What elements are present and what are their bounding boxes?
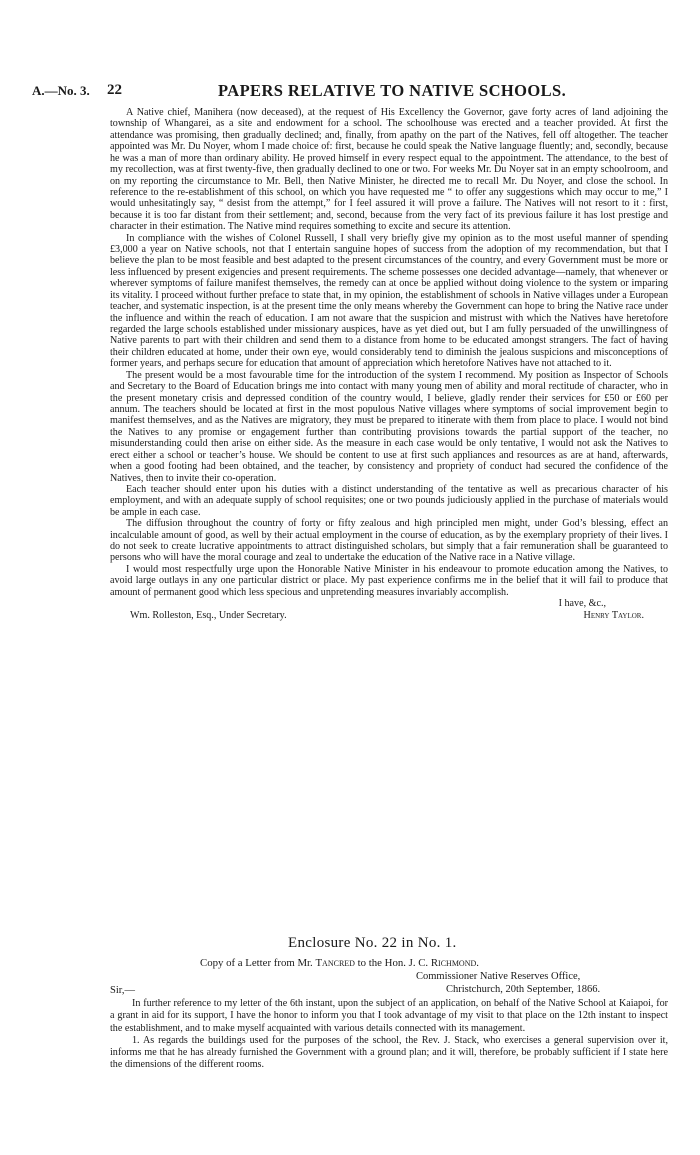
from-name: Tancred <box>315 957 355 969</box>
signature-block <box>110 598 668 622</box>
letter-paragraph: Each teacher should enter upon his duties with a distinct understanding of the tentative as well as precarious character of his employment, and with an adequate supply of school requisites; one or two pounds judiciously applied in the purchase of materials would be ample in each case. <box>110 483 668 518</box>
to-name: Richmond. <box>430 957 479 969</box>
letter-paragraph: In compliance with the wishes of Colonel Russell, I shall very briefly give my opinion as to the most useful manner of spending £3,000 a year on Native schools, not that I entertain sanguine hopes of success from the adoption of my recommendation, but that I believe the plan to be most feasible and best adapted to the present circumstances of the country, and every Government must be more or less influenced by present exigencies and present requirements. The scheme possesses one decided advantage—namely, that whenever or wherever symptoms of failure manifest themselves, the remedy can at once be applied without doing violence to the system or imparing its vitality. I proceed without further preface to state that, in my opinion, the establishment of schools in Native villages under a European teacher, and systematic inspection, is at the present time the only means whereby the Government can hope to bring the Native race under the influence and within the reach of education. I am not aware that the suspicion and mistrust with which the Natives have heretofore regarded the large schools established under missionary auspices, have as yet died out, but I am fully persuaded of the unwillingness of Native parents to part with their children and send them to a distance from home to be educated amongst strangers. The fact of having their children educated at home, under their own eye, would considerably tend to diminish the jealous suspicions and misconceptions of former years, and perhaps secure for education that amount of appreciation which heretofore Natives have not attached to it. <box>110 232 668 370</box>
enclosure-body <box>110 998 668 1072</box>
enclosure-paragraph: 1. As regards the buildings used for the purposes of the school, the Rev. J. Stack, who exercises a general supervision over it, informs me that he has already furnished the Government with a ground plan; and it will, therefore, be probably sufficient if I state here the dimensions of the different rooms. <box>110 1034 668 1071</box>
enclosure-heading: Enclosure No. 22 in No. 1. <box>288 935 457 951</box>
paper-reference: A.—No. 3. <box>32 83 90 98</box>
letter-body <box>110 107 668 622</box>
letter-paragraph: A Native chief, Manihera (now deceased), at the request of His Excellency the Governor, gave forty acres of land adjoining the township of Whangarei, as a site and endowment for a school. The schoolhouse was erected and a teacher provided. At first the attendance was promising, then gradually declined; and, finally, from apathy on the part of the Natives, fell off altogether. The teacher appointed was Mr. Du Noyer, whom I made choice of: first, because he could speak the Native language fluently; and, secondly, because he was a man of more than ordinary ability. He proved himself in every respect equal to the appointment. The attendance, to the best of my recollection, was at first twenty-five, then gradually declined to one or two. For weeks Mr. Du Noyer sat in an empty schoolroom, and on my reporting the circumstance to Mr. Bell, then Native Minister, he directed me to recall Mr. Du Noyer, and close the school. In reference to the re-establishment of this school, on which you have requested me “ to offer any suggestions which may occur to me,” I would unhesitatingly say, “ desist from the attempt,” for I feel assured it will prove a failure. The Natives will not resort to it : first, because it is too far distant from their settlement; and, second, because from the very fact of its previous failure it has lost prestige and character in their estimation. The Native mind requires something to excite and secure its attention. <box>110 107 668 233</box>
copy-prefix: Copy of a Letter from Mr. <box>200 957 313 969</box>
copy-middle: to the Hon. J. C. <box>357 957 429 969</box>
recipient-line: Wm. Rolleston, Esq., Under Secretary. <box>130 610 287 622</box>
enclosure-paragraph: In further reference to my letter of the 6th instant, upon the subject of an application, on behalf of the Native School at Kaiapoi, for a grant in aid for its support, I have the honor to inform you that I took advantage of my visit to that place on the 12th instant to inspect the establishment, and to make myself acquainted with various details connected with its management. <box>110 998 668 1034</box>
letter-paragraph: The present would be a most favourable time for the introduction of the system I recommend. My position as Inspector of Schools and Secretary to the Board of Education brings me into contact with many young men of ability and moral rectitude of character, who in the present monetary crisis and depressed condition of the country would, I believe, gladly render their services for £50 or £60 per annum. The teachers should be located at first in the most populous Native villages where symptoms of social improvement begin to manifest themselves, and as the Natives are migratory, they must be prepared to itinerate with them from place to place. I would not bind the Natives to any promise or engagement further than contributing provisions towards the partial support of the teacher, no misunderstanding could then arise on either side. As the measure in each case would be only tentative, I would not ask the Natives to erect either a school or teacher’s house. We should be content to use at first such appliances and resources as are at hand, afterwards, when a good footing had been obtained, and the teacher, by consistency and propriety of conduct had secured the confidence of the Natives, then to invite their co-operation. <box>110 369 668 484</box>
closing-line: I have, &c., <box>558 598 606 610</box>
page-title: PAPERS RELATIVE TO NATIVE SCHOOLS. <box>218 81 567 100</box>
office-line: Commissioner Native Reserves Office, <box>416 971 581 982</box>
letter-paragraph: I would most respectfully urge upon the Honorable Native Minister in his endeavour to promote education among the Natives, to avoid large outlays in any one particular district or place. My past experience confirms me in the belief that it will fail to produce that amount of permanent good which less specious and unpretending measures invariably accomplish. <box>110 563 668 598</box>
date-line: Christchurch, 20th September, 1866. <box>446 984 601 995</box>
page-number: 22 <box>107 82 122 98</box>
page-header <box>20 83 670 103</box>
letter-paragraph: The diffusion throughout the country of forty or fifty zealous and high principled men might, under God’s blessing, effect an incalculable amount of good, as well by their actual employment in the course of education, as by the exemplary propriety of their lives. I do not seek to create lucrative appointments to attract distinguished scholars, but simply that a fair remuneration shall be guaranteed to persons who will have the moral courage and zeal to undertake the education of the Native race in a Native village. <box>110 518 668 564</box>
sender-name: Henry Taylor. <box>583 610 644 622</box>
salutation: Sir,— <box>110 985 135 996</box>
enclosure-subheading <box>200 957 479 969</box>
